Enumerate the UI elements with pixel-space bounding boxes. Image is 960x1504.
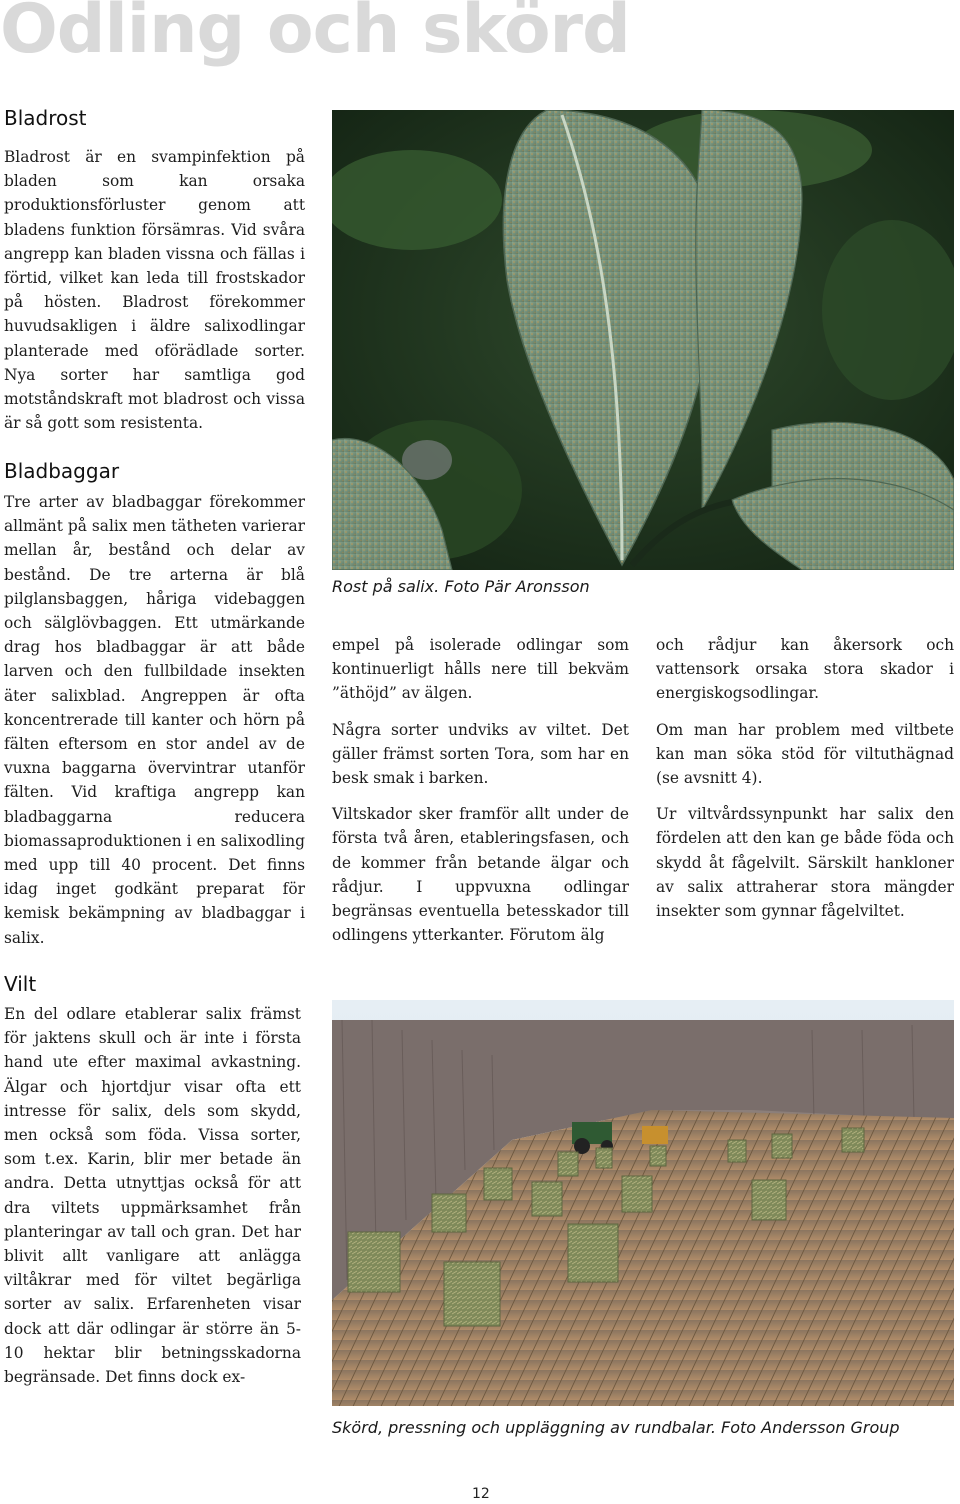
bladrost-paragraph: Bladrost är en svampinfektion på bladen som kan orsaka produktionsförluster genom att bladens funktion försämras. Vid svåra angrepp kan bladen vissna och fällas i förtid, vilket kan leda till frostskador på hösten. Bladrost förekommer huvudsakligen i äldre salixodlingar planterade med oförädlade sorter. Nya sorter har samtliga god motståndskraft mot bladrost och vissa är så gott som resistenta. — [4, 148, 305, 433]
right-paragraph-3: Ur viltvårdssynpunkt har salix den fördelen att den kan ge både föda och skydd åt fågelvilt. Särskilt hankloner av salix attraherar stora mängder insekter som gynnar fågelviltet. — [656, 805, 954, 921]
bladbaggar-paragraph: Tre arter av bladbaggar förekommer allmänt på salix men tätheten varierar mellan år, bestånd och delar av bestånd. De tre arterna är blå pilglansbaggen, håriga videbaggen och sälglövbaggen. Ett utmärkande drag hos bladbaggar är att både larven och den fullbildade insekten äter salixblad. Angreppen är ofta koncentrerade till kanter och hörn på fälten eftersom en stor andel av de vuxna baggarna övervintrar utanför fälten. Vid kraftiga angrepp kan bladbaggarna reducera biomassaproduktionen i en salixodling med upp till 40 procent. Det finns idag inget godkänt preparat för kemisk bekämpning av bladbaggar i salix. — [4, 493, 305, 947]
bladrost-text — [4, 145, 305, 447]
section-heading-bladbaggar: Bladbaggar — [4, 459, 120, 483]
page-title: Odling och skörd — [0, 0, 630, 69]
rust-photo-caption: Rost på salix. Foto Pär Aronsson — [332, 577, 590, 596]
page-number: 12 — [472, 1486, 490, 1502]
middle-column-text — [332, 633, 629, 959]
section-heading-bladrost: Bladrost — [4, 106, 87, 130]
vilt-text — [4, 1002, 301, 1401]
right-paragraph-1: och rådjur kan åkersork och vattensork orsaka stora skador i energiskogsodlingar. — [656, 636, 954, 703]
section-heading-vilt: Vilt — [4, 972, 37, 996]
harvest-photo-caption: Skörd, pressning och uppläggning av rundbalar. Foto Andersson Group — [332, 1418, 900, 1437]
right-column-text — [656, 633, 954, 935]
right-paragraph-2: Om man har problem med viltbete kan man söka stöd för viltuthägnad (se avsnitt 4). — [656, 720, 954, 788]
middle-paragraph-1: empel på isolerade odlingar som kontinuerligt hålls nere till bekväm ”äthöjd” av älgen. — [332, 636, 629, 703]
harvest-bales-photo — [332, 1000, 954, 1406]
middle-paragraph-3: Viltskador sker framför allt under de första två åren, etableringsfasen, och de kommer från betande älgar och rådjur. I uppvuxna odlingar begränsas eventuella betesskador till odlingens ytterkanter. Förutom älg — [332, 805, 629, 945]
middle-paragraph-2: Några sorter undviks av viltet. Det gäller främst sorten Tora, som har en besk smak i barken. — [332, 720, 629, 788]
rust-on-salix-photo — [332, 110, 954, 570]
vilt-paragraph: En del odlare etablerar salix främst för jaktens skull och är inte i första hand ute efter maximal avkastning. Älgar och hjortdjur visar ofta ett intresse för salix, dels som skydd, men också som föda. Vissa sorter, som t.ex. Karin, blir mer betade än andra. Detta utnyttjas också för att dra viltets uppmärksamhet från planteringar av tall och gran. Det har blivit allt vanligare att anlägga viltåkrar med för viltet begärliga sorter av salix. Erfarenheten visar dock att där odlingar är större än 5-10 hektar blir betningsskadorna begränsade. Det finns dock ex- — [4, 1005, 301, 1387]
bladbaggar-text — [4, 490, 305, 962]
